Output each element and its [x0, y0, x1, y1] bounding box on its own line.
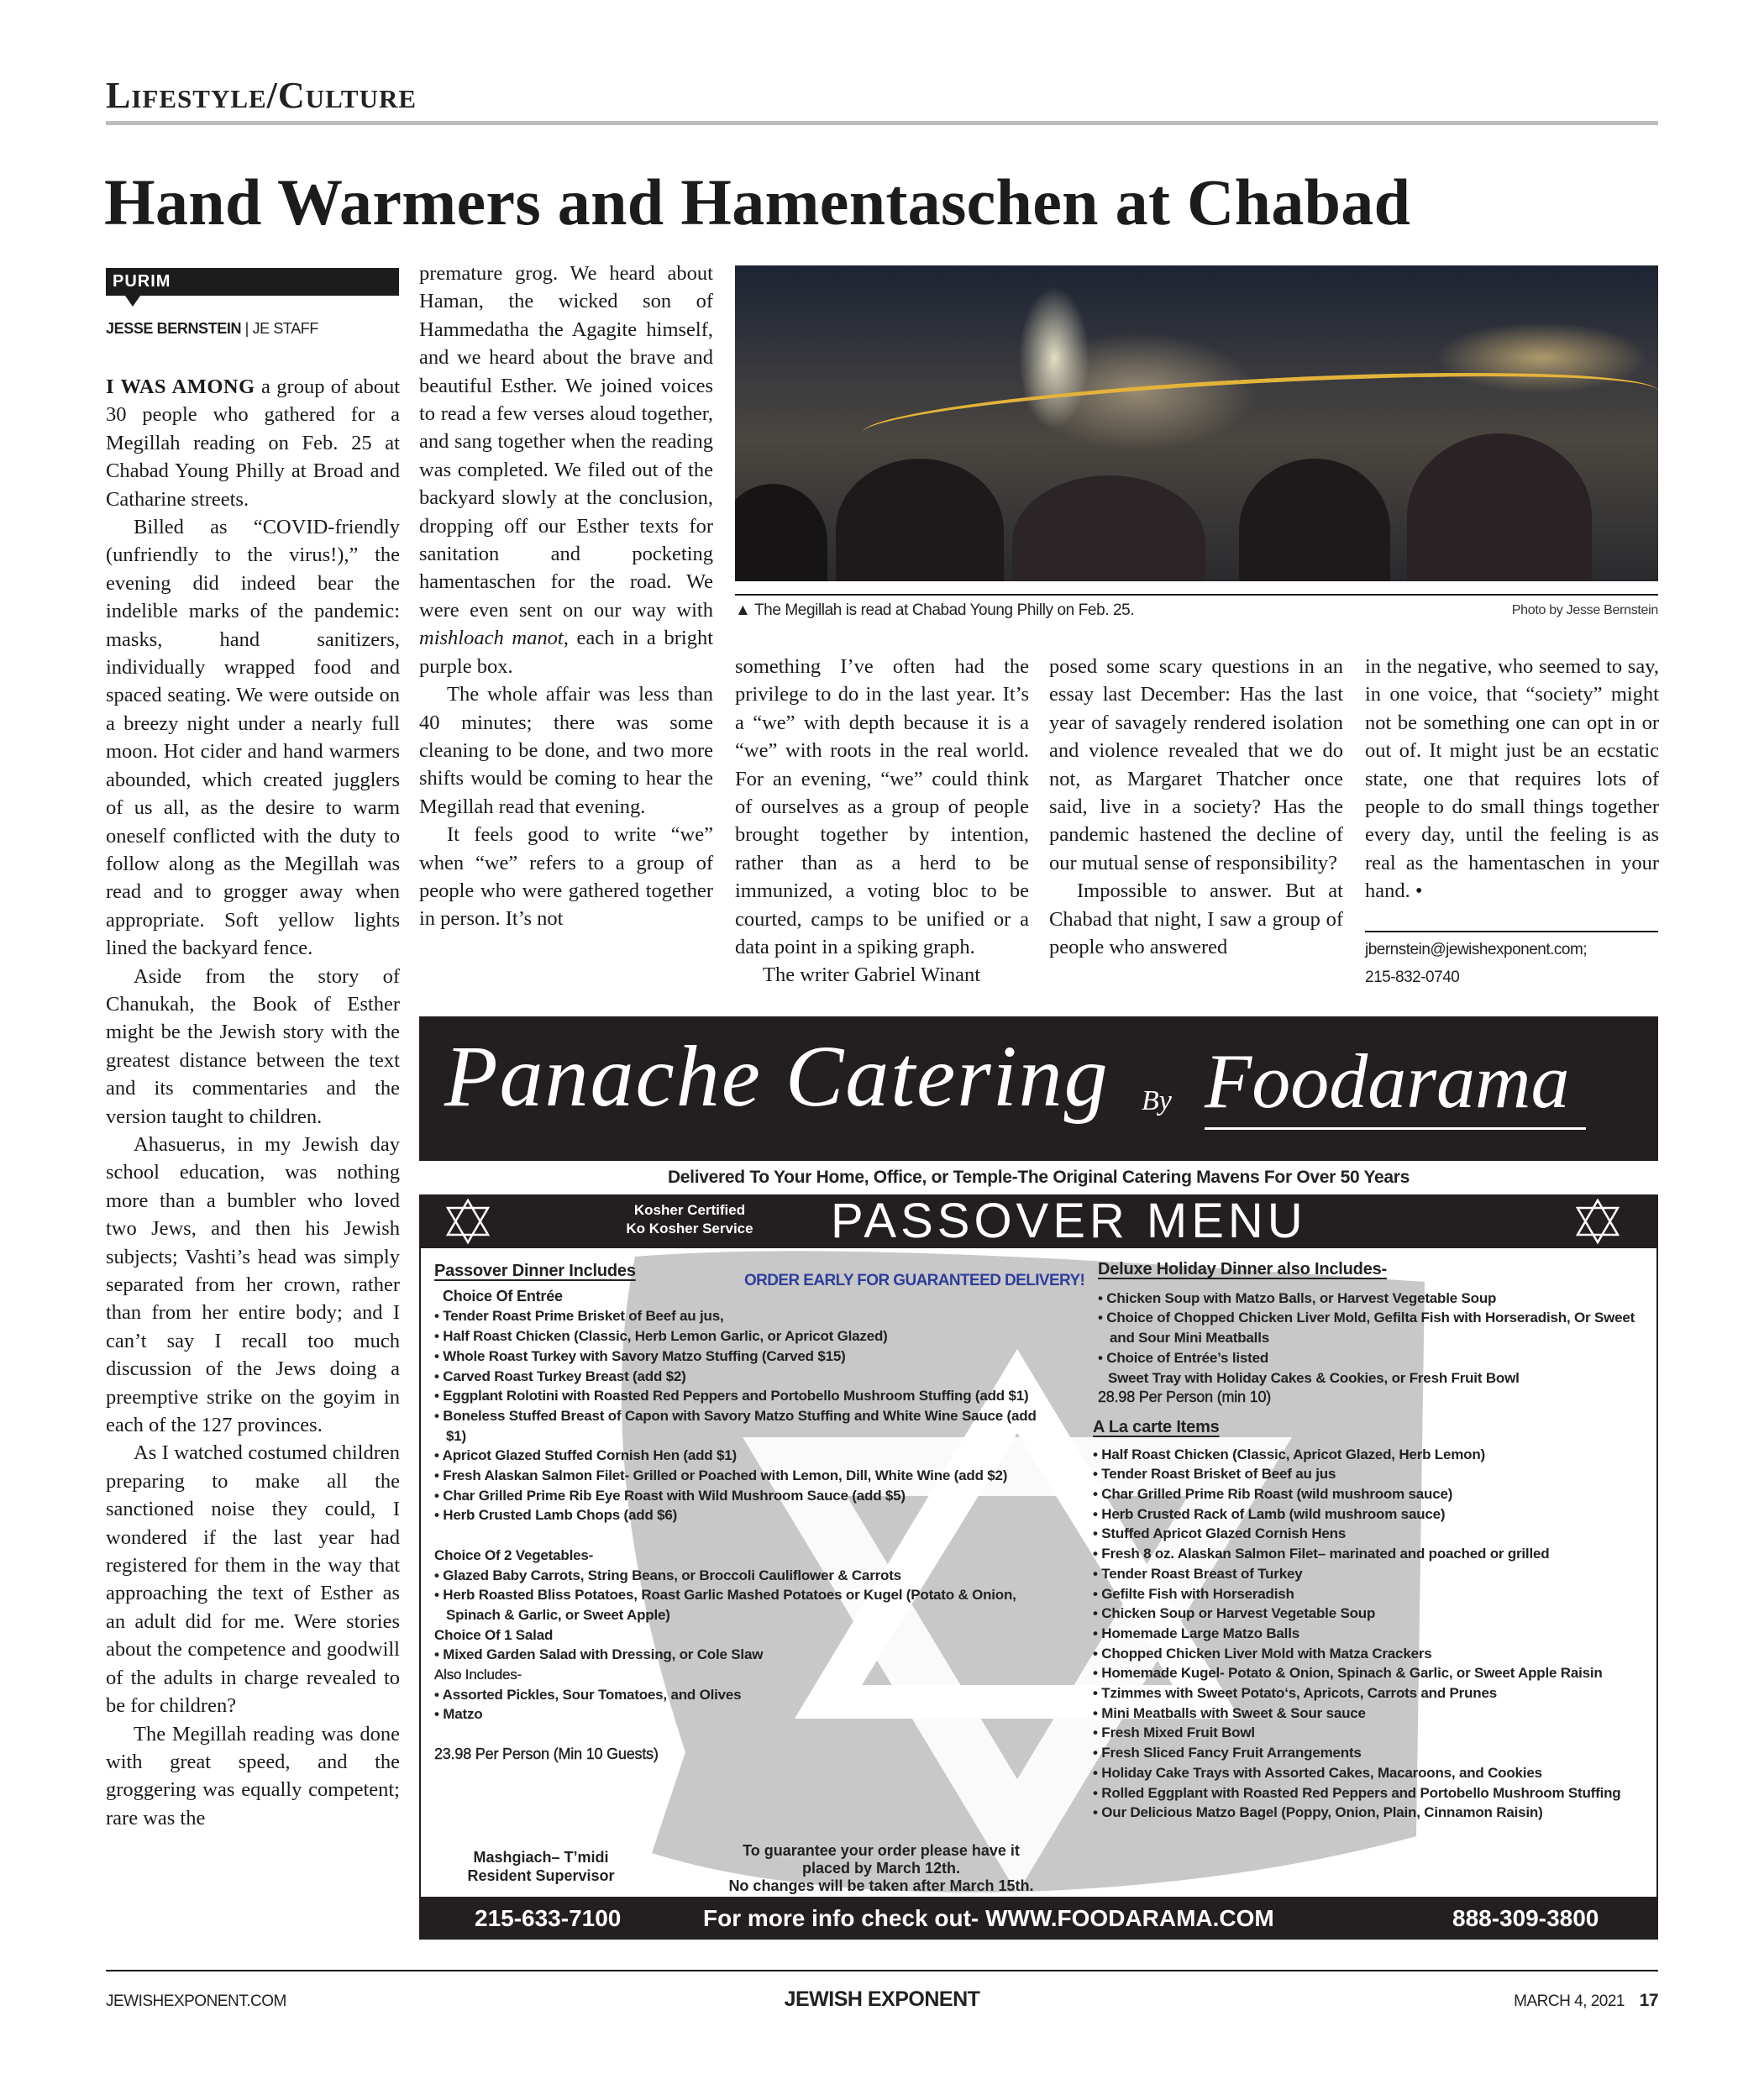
footer-publication: JEWISH EXPONENT: [784, 1987, 980, 2011]
paragraph-text: , each in a bright purple box.: [419, 627, 713, 678]
kosher-certification: [606, 1201, 774, 1238]
supervision-line: Resident Supervisor: [467, 1867, 615, 1884]
article-paragraph: [1049, 653, 1343, 877]
kosher-line: Kosher Certified: [633, 1202, 746, 1218]
italic-text: mishloach manot: [419, 627, 564, 650]
deluxe-list: [1093, 1289, 1651, 1368]
subheading: Choice Of Entrée: [443, 1287, 563, 1305]
photo-figure: [735, 484, 827, 581]
deluxe-dinner-section: [1093, 1260, 1651, 1823]
footer-website[interactable]: JEWISHEXPONENT.COM: [106, 1992, 286, 2010]
menu-item: • Matzo: [434, 1704, 1039, 1725]
paragraph-text: As I watched costumed children preparing to make all the sanctioned noise they could, I wondered if the last year had registered for them in the way that approaching the text of Esther as an adult did for me. Were stories about the competence and goodwill of the adults in charge revealed to be for children?: [106, 1441, 400, 1718]
ad-header-band: [419, 1016, 1658, 1161]
deadline-line: No changes will be taken after March 15th.: [728, 1877, 1034, 1894]
paragraph-text: posed some scary questions in an essay last December: Has the last year of savagely rendered isolation and violence revealed that we do not, as Margaret Thatcher once said, live in a society? Has the pandemic hastened the decline of our mutual sense of responsibility?: [1049, 655, 1343, 874]
menu-item: • Choice of Chopped Chicken Liver Mold, Gefilta Fish with Horseradish, Or Sweet and Sour Mini Meatballs: [1098, 1308, 1651, 1347]
article-column-1: [106, 373, 400, 1944]
kosher-line: Ko Kosher Service: [626, 1221, 753, 1236]
author-contact: [1365, 936, 1587, 991]
menu-item: • Chopped Chicken Liver Mold with Matza Crackers: [1093, 1644, 1651, 1664]
order-early-notice: ORDER EARLY FOR GUARANTEED DELIVERY!: [744, 1272, 1085, 1289]
photo-figure: [1012, 475, 1205, 581]
article-paragraph: [419, 821, 713, 933]
supervision-line: Mashgiach– T’midi: [473, 1849, 609, 1866]
menu-item: • Tender Roast Brisket of Beef au jus: [1093, 1464, 1651, 1484]
deluxe-price: 28.98 Per Person (min 10): [1098, 1389, 1272, 1406]
caption-divider: [735, 594, 1658, 596]
photo-figure: [1239, 459, 1390, 581]
article-paragraph: [106, 373, 400, 513]
menu-item: • Char Grilled Prime Rib Eye Roast with Wild Mushroom Sauce (add $5): [434, 1486, 1039, 1506]
menu-item: • Whole Roast Turkey with Savory Matzo Stuffing (Carved $15): [434, 1347, 1039, 1367]
menu-item: • Gefilte Fish with Horseradish: [1093, 1584, 1651, 1604]
paragraph-text: something I’ve often had the privilege to do in the last year. It’s a “we” with depth because it is a “we” with roots in the real world. For an evening, “we” could think of ourselves as a group of people brought together by intention, rather than as a herd to be immunized, a voting bloc to be courted, camps to be unified or a data point in a spiking graph.: [735, 655, 1029, 959]
menu-item: • Chicken Soup or Harvest Vegetable Soup: [1093, 1604, 1651, 1624]
menu-item: • Apricot Glazed Stuffed Cornish Hen (add $1): [434, 1446, 1039, 1466]
tollfree-phone: 888-309-3800: [1452, 1905, 1599, 1931]
subheading: Choice Of 1 Salad: [434, 1626, 554, 1643]
caption-triangle-icon: ▲: [735, 601, 754, 619]
menu-title: PASSOVER MENU: [831, 1194, 1307, 1248]
menu-item: • Homemade Kugel- Potato & Onion, Spinach & Garlic, or Sweet Apple Raisin: [1093, 1663, 1651, 1683]
kicker-pointer: [125, 296, 140, 307]
menu-item: • Tender Roast Prime Brisket of Beef au jus,: [434, 1306, 1039, 1326]
article-column-3: [735, 653, 1029, 997]
footer-divider: [106, 1970, 1658, 1971]
article-paragraph: [1049, 877, 1343, 961]
section-header: Lifestyle/Culture: [106, 75, 417, 116]
paragraph-text: The whole affair was less than 40 minutes; there was some cleaning to be done, and two more shifts would be coming to hear the Megillah read that evening.: [419, 683, 713, 818]
local-phone: 215-633-7100: [475, 1905, 622, 1931]
article-paragraph: [106, 1439, 400, 1719]
article-paragraph: [419, 680, 713, 821]
menu-item: • Assorted Pickles, Sour Tomatoes, and Olives: [434, 1685, 1039, 1705]
order-deadline-note: [680, 1842, 1083, 1895]
byline-author: JESSE BERNSTEIN: [106, 320, 242, 337]
menu-item: • Herb Roasted Bliss Potatoes, Roast Garlic Mashed Potatoes or Kugel (Potato & Onion, Spinach & Garlic, or Sweet Apple): [434, 1585, 1039, 1625]
passover-dinner-section: [434, 1262, 1039, 1765]
menu-item: • Choice of Entrée’s listed: [1098, 1348, 1651, 1368]
event-photo: [735, 265, 1658, 581]
also-includes-list: [434, 1685, 1039, 1725]
menu-item: • Homemade Large Matzo Balls: [1093, 1624, 1651, 1644]
headline: Hand Warmers and Hamentaschen at Chabad: [104, 165, 1411, 239]
menu-item: • Mini Meatballs with Sweet & Sour sauce: [1093, 1704, 1651, 1724]
article-column-5: [1365, 653, 1659, 921]
ad-menu-band: [419, 1194, 1658, 1248]
salad-list: [434, 1645, 1039, 1665]
dinner-price: 23.98 Per Person (Min 10 Guests): [434, 1745, 659, 1762]
caption-text: The Megillah is read at Chabad Young Philly on Feb. 25.: [753, 601, 1135, 619]
paragraph-text: It feels good to write “we” when “we” refers to a group of people who were gathered together in person. It’s not: [419, 823, 713, 931]
sweet-tray: Sweet Tray with Holiday Cakes & Cookies, or Fresh Fruit Bowl: [1108, 1369, 1520, 1386]
article-paragraph: [106, 513, 400, 963]
paragraph-text: Ahasuerus, in my Jewish day school education, was nothing more than a bumbler who loved two Jews, and then his Jewish subjects; Vashti’s head was simply separated from her crown, rather than from her entire body; and I can’t say I recall too much discussion of the Jews doing a preemptive strike on the goyim in each of the 127 provinces.: [106, 1132, 400, 1437]
menu-item: • Eggplant Rolotini with Roasted Red Peppers and Portobello Mushroom Stuffing (add $1): [434, 1386, 1039, 1406]
star-of-david-icon: [1574, 1198, 1621, 1245]
article-paragraph: [735, 961, 1029, 989]
section-heading: Passover Dinner Includes: [434, 1262, 636, 1280]
section-heading: A La carte Items: [1093, 1417, 1220, 1436]
footer-date: MARCH 4, 2021: [1514, 1992, 1625, 2010]
menu-item: • Tender Roast Breast of Turkey: [1093, 1564, 1651, 1584]
paragraph-text: The writer Gabriel Winant: [763, 963, 981, 987]
menu-item: • Boneless Stuffed Breast of Capon with Savory Matzo Stuffing and White Wine Sauce (add $1): [434, 1406, 1039, 1446]
menu-item: • Half Roast Chicken (Classic, Herb Lemon Garlic, or Apricot Glazed): [434, 1326, 1039, 1347]
paragraph-text: Billed as “COVID-friendly (unfriendly to the virus!),” the evening did indeed bear the indelible marks of the pandemic: masks, hand sanitizers, individually wrapped food and spaced seating. We were outside on a breezy night under a nearly full moon. Hot cider and hand warmers abounded, which created jugglers of us all, as the desire to warm oneself conflicted with the duty to follow along as the Megillah was read and to grogger away when appropriate. Soft yellow lights lined the backyard fence.: [106, 516, 400, 960]
article-paragraph: [106, 1720, 400, 1833]
ad-brand-name: Panache Catering: [444, 1028, 1110, 1125]
article-paragraph: [735, 653, 1029, 961]
ad-company-name: Foodarama: [1205, 1035, 1586, 1130]
section-heading: Deluxe Holiday Dinner also Includes-: [1098, 1260, 1388, 1278]
string-lights: [860, 358, 1658, 454]
website-link[interactable]: For more info check out- WWW.FOODARAMA.COM: [703, 1905, 1274, 1931]
menu-item: • Rolled Eggplant with Roasted Red Peppers and Portobello Mushroom Stuffing: [1093, 1783, 1651, 1803]
menu-item: • Herb Crusted Rack of Lamb (wild mushroom sauce): [1093, 1504, 1651, 1525]
alacarte-list: [1093, 1445, 1651, 1823]
photo-figure: [836, 459, 1004, 581]
ad-contact-band: [419, 1897, 1658, 1940]
ad-menu-body: [419, 1248, 1658, 1897]
byline: [106, 320, 318, 338]
article-paragraph: [106, 1131, 400, 1439]
menu-item: • Holiday Cake Trays with Assorted Cakes, Macaroons, and Cookies: [1093, 1763, 1651, 1783]
subheading: Also Includes-: [434, 1667, 522, 1683]
menu-item: • Fresh 8 oz. Alaskan Salmon Filet– marinated and poached or grilled: [1093, 1544, 1651, 1564]
author-email[interactable]: jbernstein@jewishexponent.com;: [1365, 941, 1588, 958]
menu-item: • Our Delicious Matzo Bagel (Poppy, Onion, Plain, Cinnamon Raisin): [1093, 1803, 1651, 1823]
menu-item: • Mixed Garden Salad with Dressing, or Cole Slaw: [434, 1645, 1039, 1665]
lead-in-text: I WAS AMONG: [106, 375, 255, 398]
article-paragraph: [419, 260, 713, 680]
photo-caption: [735, 601, 1134, 620]
ad-by: By: [1142, 1085, 1172, 1116]
contact-divider: [1365, 931, 1658, 932]
vegetable-list: [434, 1566, 1039, 1625]
supervision-note: [444, 1848, 638, 1885]
author-phone: 215-832-0740: [1365, 969, 1460, 986]
menu-item: • Stuffed Apricot Glazed Cornish Hens: [1093, 1524, 1651, 1544]
catering-advertisement: [419, 1016, 1658, 1940]
deadline-line: To guarantee your order please have it: [743, 1842, 1020, 1859]
article-paragraph: [1365, 653, 1659, 906]
menu-item: • Fresh Mixed Fruit Bowl: [1093, 1723, 1651, 1743]
menu-item: • Glazed Baby Carrots, String Beans, or Broccoli Cauliflower & Carrots: [434, 1566, 1039, 1586]
article-column-4: [1049, 653, 1343, 997]
paragraph-text: Impossible to answer. But at Chabad that night, I saw a group of people who answered: [1049, 879, 1343, 959]
page-number: 17: [1639, 1991, 1658, 2010]
subheading: Choice Of 2 Vegetables-: [434, 1546, 594, 1563]
menu-item: • Fresh Alaskan Salmon Filet- Grilled or Poached with Lemon, Dill, White Wine (add $2): [434, 1466, 1039, 1486]
menu-item: • Char Grilled Prime Rib Roast (wild mushroom sauce): [1093, 1484, 1651, 1504]
kicker-label: PURIM: [106, 268, 399, 296]
photo-figure: [1407, 433, 1592, 581]
paragraph-text: premature grog. We heard about Haman, the wicked son of Hammedatha the Agagite himself, and we heard about the brave and beautiful Esther. We joined voices to read a few verses aloud together, and sang together when the reading was completed. We filed out of the backyard slowly at the conclusion, dropping off our Esther texts for sanitation and pocketing hamentaschen for the road. We were even sent on our way with: [419, 262, 713, 622]
section-divider: [106, 121, 1658, 125]
paragraph-text: The Megillah reading was done with great speed, and the groggering was equally competent; rare was the: [106, 1722, 400, 1830]
photo-credit: Photo by Jesse Bernstein: [1511, 603, 1658, 617]
entree-list: [434, 1306, 1039, 1525]
byline-role: | JE STAFF: [241, 320, 318, 337]
ad-tagline: Delivered To Your Home, Office, or Temple-The Original Catering Mavens For Over 50 Years: [667, 1168, 1410, 1187]
menu-item: • Half Roast Chicken (Classic, Apricot Glazed, Herb Lemon): [1093, 1445, 1651, 1465]
star-of-david-icon: [444, 1198, 491, 1245]
article-paragraph: [106, 963, 400, 1131]
menu-item: • Carved Roast Turkey Breast (add $2): [434, 1367, 1039, 1387]
menu-item: • Herb Crusted Lamb Chops (add $6): [434, 1505, 1039, 1525]
menu-item: • Chicken Soup with Matzo Balls, or Harvest Vegetable Soup: [1098, 1289, 1651, 1309]
menu-item: • Fresh Sliced Fancy Fruit Arrangements: [1093, 1743, 1651, 1763]
paragraph-text: Aside from the story of Chanukah, the Book of Esther might be the Jewish story with the greatest distance between the text and its commentaries and the version taught to children.: [106, 964, 400, 1128]
article-column-2: [419, 260, 713, 999]
paragraph-text: in the negative, who seemed to say, in one voice, that “society” might not be something one can opt in or out of. It might just be an ecstatic state, one that requires lots of people to do small things together every day, until the feeling is as real as the hamentaschen in your hand. •: [1365, 655, 1659, 903]
deadline-line: placed by March 12th.: [801, 1860, 961, 1877]
paragraph-text: a group of about 30 people who gathered for a Megillah reading on Feb. 25 at Chabad Young Philly at Broad and Catharine streets.: [106, 375, 400, 511]
menu-item: • Tzimmes with Sweet Potato‘s, Apricots, Carrots and Prunes: [1093, 1683, 1651, 1704]
